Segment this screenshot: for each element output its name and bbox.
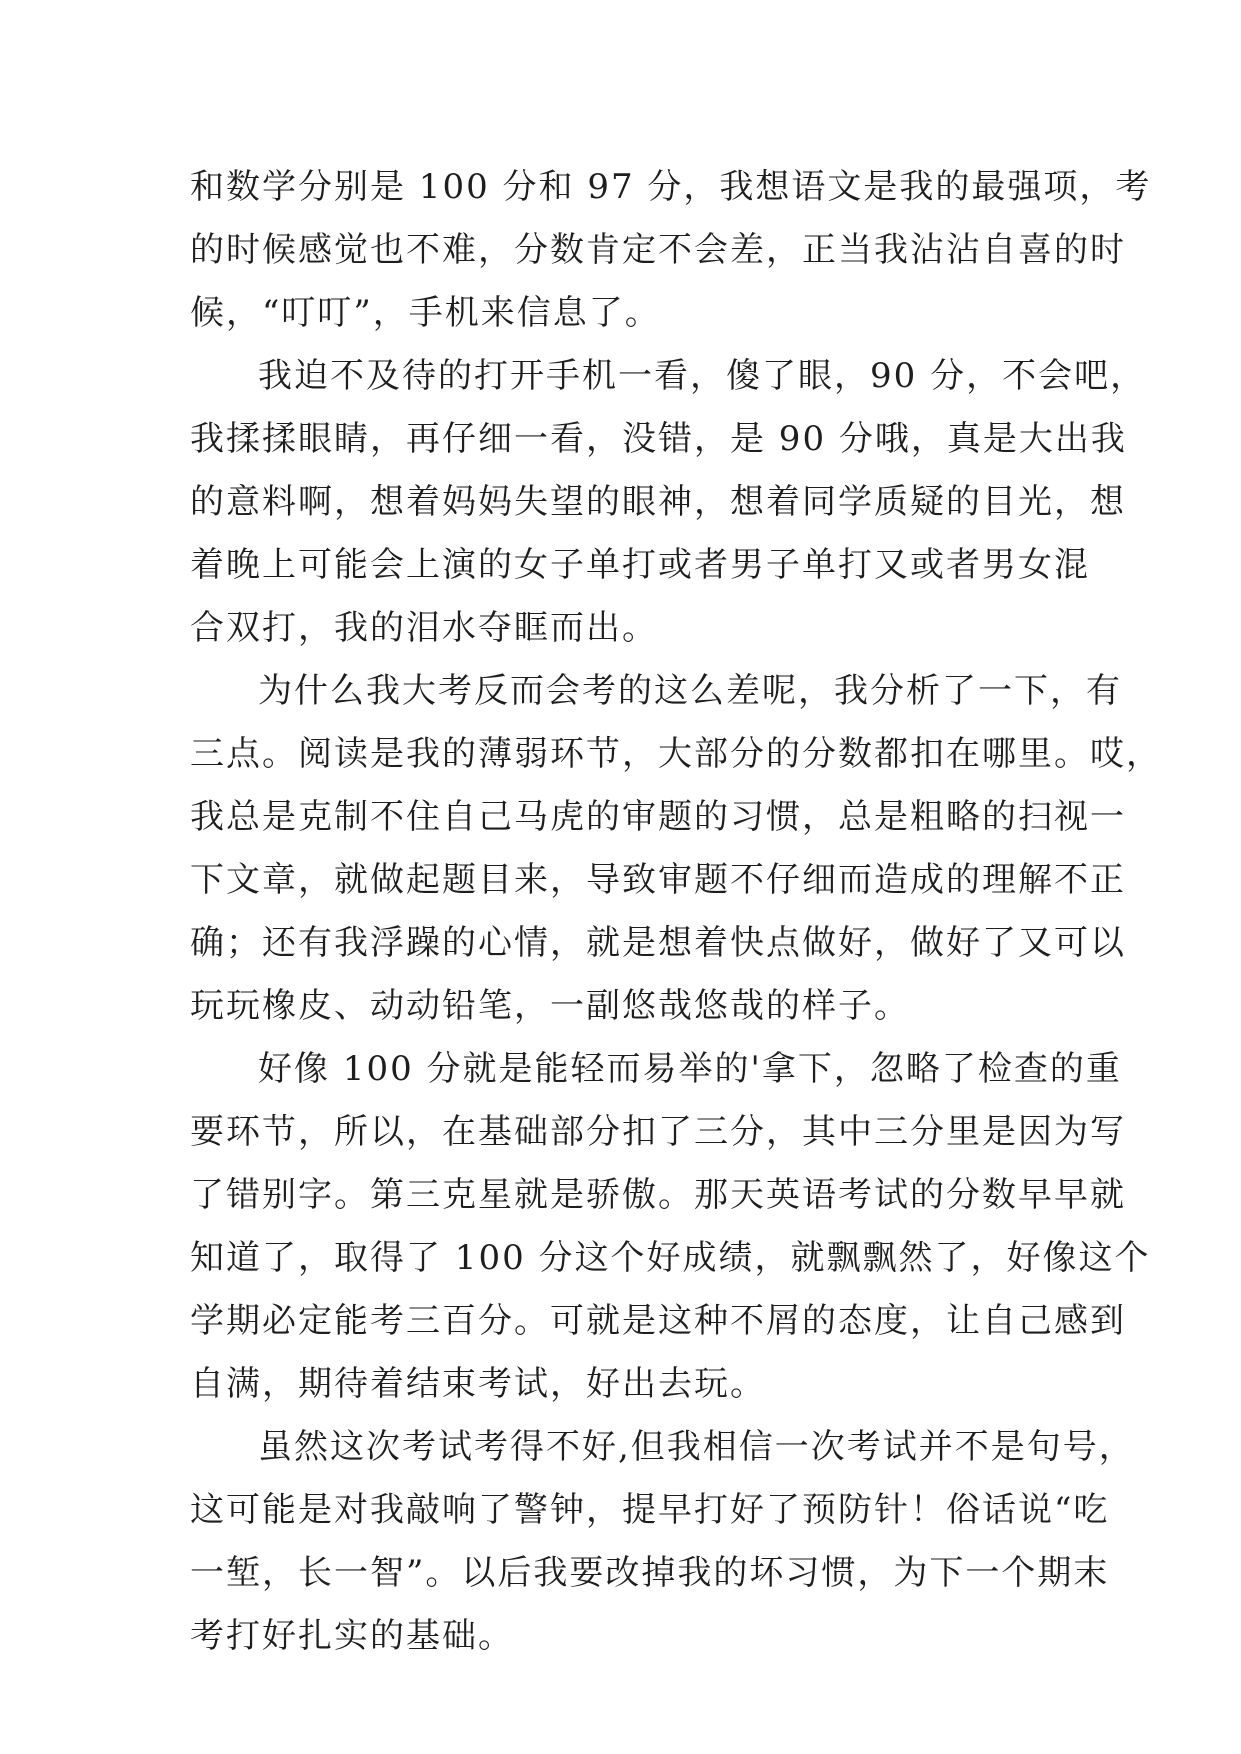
text-line: 我总是克制不住自己马虎的审题的习惯，总是粗略的扫视一 (190, 797, 1126, 837)
paragraph-first-line: 为什么我大考反而会考的这么差呢，我分析了一下，有 (258, 671, 1122, 711)
text-line: 着晚上可能会上演的女子单打或者男子单打又或者男女混 (190, 545, 1090, 585)
text-line: 要环节，所以，在基础部分扣了三分，其中三分里是因为写 (190, 1112, 1126, 1152)
text-line: 自满，期待着结束考试，好出去玩。 (190, 1364, 766, 1404)
text-line: 和数学分别是 100 分和 97 分，我想语文是我的最强项，考 (190, 167, 1152, 207)
text-line: 的时候感觉也不难，分数肯定不会差，正当我沾沾自喜的时 (190, 230, 1126, 270)
text-line: 我揉揉眼睛，再仔细一看，没错，是 90 分哦，真是大出我 (190, 419, 1127, 459)
text-line: 候，“叮叮”，手机来信息了。 (190, 293, 661, 333)
text-line: 了错别字。第三克星就是骄傲。那天英语考试的分数早早就 (190, 1175, 1126, 1215)
text-line: 一堑，长一智”。以后我要改掉我的坏习惯，为下一个期末 (190, 1553, 1110, 1593)
text-line: 下文章，就做起题目来，导致审题不仔细而造成的理解不正 (190, 860, 1126, 900)
paragraph-first-line: 虽然这次考试考得不好,但我相信一次考试并不是句号， (258, 1427, 1135, 1467)
essay-body (190, 156, 1162, 1668)
text-line: 知道了，取得了 100 分这个好成绩，就飘飘然了，好像这个 (190, 1238, 1151, 1278)
text-line: 确；还有我浮躁的心情，就是想着快点做好，做好了又可以 (190, 923, 1126, 963)
text-line: 三点。阅读是我的薄弱环节，大部分的分数都扣在哪里。哎， (190, 734, 1162, 774)
text-line: 玩玩橡皮、动动铅笔，一副悠哉悠哉的样子。 (190, 986, 910, 1026)
paragraph-first-line: 我迫不及待的打开手机一看，傻了眼，90 分，不会吧， (258, 356, 1147, 396)
text-line: 学期必定能考三百分。可就是这种不屑的态度，让自己感到 (190, 1301, 1126, 1341)
text-line: 这可能是对我敲响了警钟，提早打好了预防针！俗话说“吃 (190, 1490, 1110, 1530)
text-line: 的意料啊，想着妈妈失望的眼神，想着同学质疑的目光，想 (190, 482, 1126, 522)
paragraph-first-line: 好像 100 分就是能轻而易举的'拿下，忽略了检查的重 (258, 1049, 1122, 1089)
text-line: 合双打，我的泪水夺眶而出。 (190, 608, 658, 648)
text-line: 考打好扎实的基础。 (190, 1616, 514, 1656)
